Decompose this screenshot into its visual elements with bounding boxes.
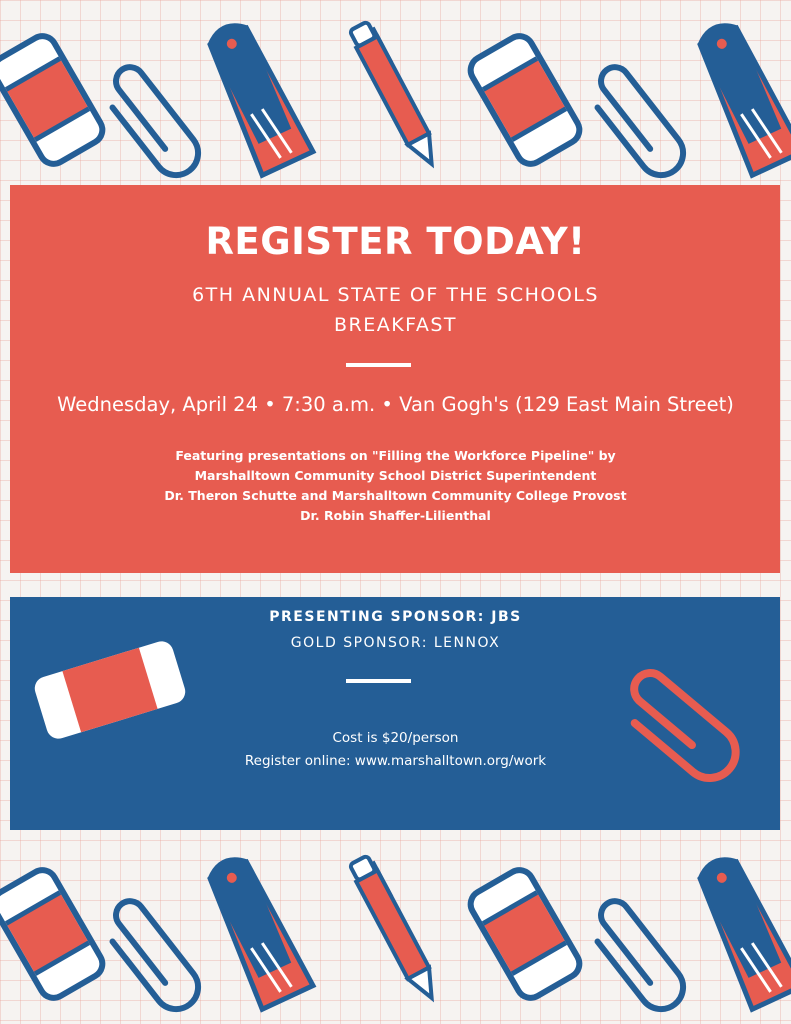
cost-text: Cost is $20/person (332, 730, 459, 746)
stapler-icon (198, 14, 313, 175)
pen-icon (348, 20, 442, 169)
bottom-decoration (0, 834, 791, 1024)
featuring-text (0, 446, 791, 526)
title-divider (346, 363, 411, 367)
paperclip-icon (583, 62, 692, 184)
featuring-line: Dr. Theron Schutte and Marshalltown Community College Provost (164, 488, 627, 503)
paperclip-icon (98, 896, 207, 1018)
pen-icon (348, 854, 442, 1003)
presenting-sponsor: PRESENTING SPONSOR: JBS (269, 609, 522, 625)
event-name-line-1: 6TH ANNUAL STATE OF THE SCHOOLS (192, 284, 599, 306)
paperclip-icon (98, 62, 207, 184)
paperclip-icon (583, 896, 692, 1018)
stapler-icon (688, 14, 791, 175)
register-online-text: Register online: www.marshalltown.org/work (244, 753, 547, 769)
eraser-icon (466, 865, 585, 1003)
featuring-line: Marshalltown Community School District Superintendent (194, 468, 597, 483)
eraser-icon (0, 31, 107, 169)
top-decoration (0, 0, 791, 190)
stapler-icon (198, 848, 313, 1009)
event-name-line-2: BREAKFAST (333, 314, 458, 336)
stapler-icon (688, 848, 791, 1009)
eraser-icon (466, 31, 585, 169)
event-name (0, 280, 791, 340)
eraser-icon (0, 865, 107, 1003)
sponsor-divider (346, 679, 411, 683)
event-date-time-location: Wednesday, April 24 • 7:30 a.m. • Van Gogh's (129 East Main Street) (57, 393, 734, 416)
flyer-title: REGISTER TODAY! (205, 220, 586, 263)
featuring-line: Featuring presentations on "Filling the Workforce Pipeline" by (175, 448, 616, 463)
featuring-line: Dr. Robin Shaffer-Lilienthal (300, 508, 491, 523)
gold-sponsor: GOLD SPONSOR: LENNOX (290, 635, 501, 651)
